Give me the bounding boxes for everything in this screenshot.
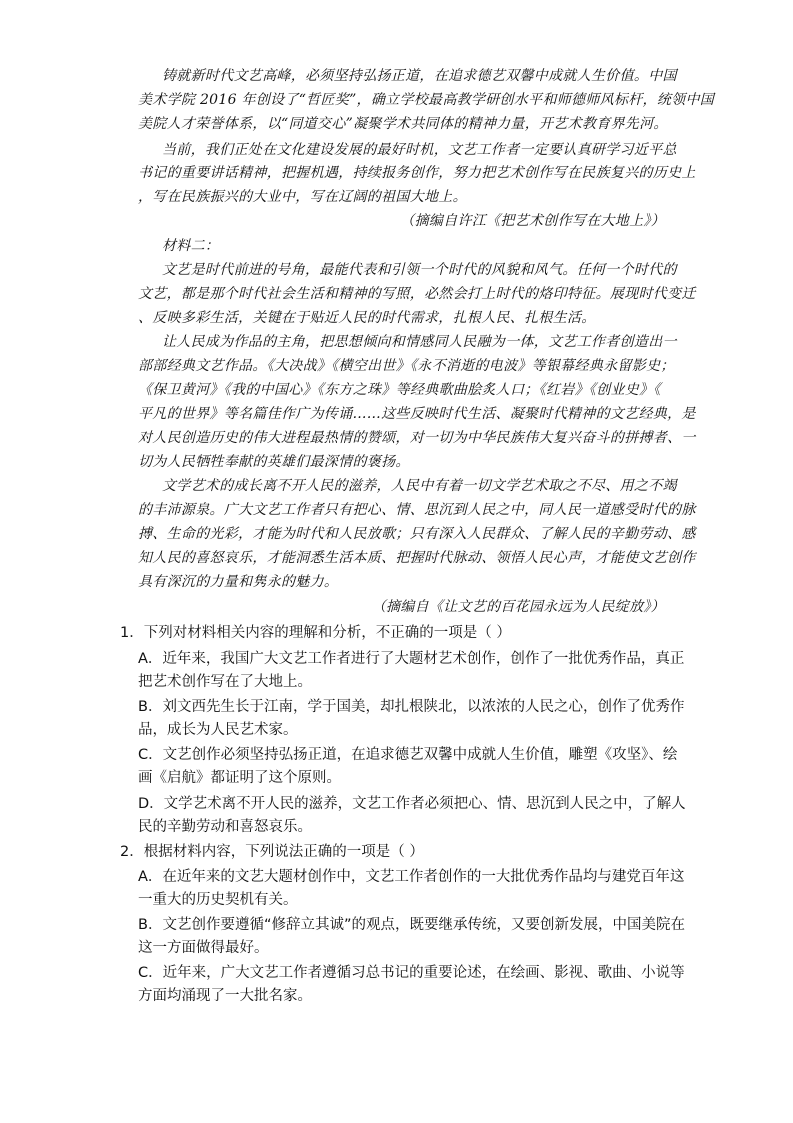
text-line: ，写在民族振兴的大业中，写在辽阔的祖国大地上。 <box>138 189 467 205</box>
option-text: C．文艺创作必须坚持弘扬正道，在追求德艺双馨中成就人生价值，雕塑《攻坚》、绘 <box>138 747 678 763</box>
text-line: 切为人民牺牲奉献的英雄们最深情的褒扬。 <box>138 454 410 470</box>
option-text: B．文艺创作要遵循“修辞立其诚”的观点，既要继承传统，又要创新发展，中国美院在 <box>138 917 685 933</box>
text-line: 部部经典文艺作品。《大决战》《横空出世》《永不消逝的电波》等银幕经典永留影史； <box>138 358 675 374</box>
source-citation: （摘编自许江《把艺术创作写在大地上》） <box>400 213 665 229</box>
option-text: 民的辛勤劳动和喜怒哀乐。 <box>138 819 312 835</box>
text-line: 《保卫黄河》《我的中国心》《东方之珠》等经典歌曲脍炙人口；《红岩》《创业史》《 <box>138 382 661 398</box>
text-line: 美院人才荣誉体系，以“同道交心”凝聚学术共同体的精神力量，开艺术教育界先河。 <box>138 116 668 132</box>
option-text: 品，成长为人民艺术家。 <box>138 722 298 738</box>
text-line: 让人民成为作品的主角，把思想倾向和情感同人民融为一体，文艺工作者创造出一 <box>162 334 677 350</box>
text-line: 、反映多彩生活，关键在于贴近人民的时代需求，扎根人民、扎根生活。 <box>138 310 596 326</box>
text-line: 知人民的喜怒哀乐，才能洞悉生活本质、把握时代脉动、领悟人民心声，才能使文艺创作 <box>138 550 696 566</box>
option-text: A．在近年来的文艺大题材创作中，文艺工作者创作的一大批优秀作品均与建党百年这 <box>138 869 685 885</box>
option-text: 这一方面做得最好。 <box>138 940 269 956</box>
text-line: 文艺是时代前进的号角，最能代表和引领一个时代的风貌和风气。任何一个时代的 <box>162 262 677 278</box>
text-line: 当前，我们正处在文化建设发展的最好时机，文艺工作者一定要认真研学习近平总 <box>162 142 677 158</box>
option-text: 一重大的历史契机有关。 <box>138 892 298 908</box>
text-line: 的丰沛源泉。广大文艺工作者只有把心、情、思沉到人民之中，同人民一道感受时代的脉 <box>138 502 696 518</box>
text-line: 文学艺术的成长离不开人民的滋养，人民中有着一切文学艺术取之不尽、用之不竭 <box>162 478 677 494</box>
question-stem: 2．根据材料内容，下列说法正确的一项是（ ） <box>120 844 424 860</box>
text-line: 平凡的世界》等名篇佳作广为传诵……这些反映时代生活、凝聚时代精神的文艺经典，是 <box>138 406 696 422</box>
text-line: 美术学院 2016 年创设了“哲匠奖”，确立学校最高教学研创水平和师德师风标杆，统领中国 <box>138 92 715 108</box>
question-stem: 1．下列对材料相关内容的理解和分析，不正确的一项是（ ） <box>120 625 511 641</box>
text-line: 书记的重要讲话精神，把握机遇，持续报务创作，努力把艺术创作写在民族复兴的历史上 <box>138 165 696 181</box>
text-line: 搏、生命的光彩，才能为时代和人民放歌；只有深入人民群众、了解人民的辛勤劳动、感 <box>138 526 696 542</box>
source-citation: （摘编自《让文艺的百花园永远为人民绽放》） <box>371 599 665 615</box>
text-line: 对人民创造历史的伟大进程最热情的赞颂，对一切为中华民族伟大复兴奋斗的拼搏者、一 <box>138 430 696 446</box>
option-text: 把艺术创作写在了大地上。 <box>138 674 312 690</box>
option-text: A．近年来，我国广大文艺工作者进行了大题材艺术创作，创作了一批优秀作品，真正 <box>138 651 685 667</box>
option-text: 方面均涌现了一大批名家。 <box>138 988 312 1004</box>
material-heading: 材料二： <box>162 238 220 254</box>
text-line: 铸就新时代文艺高峰，必须坚持弘扬正道，在追求德艺双馨中成就人生价值。中国 <box>162 68 677 84</box>
text-line: 文艺，都是那个时代社会生活和精神的写照，必然会打上时代的烙印特征。展现时代变迁 <box>138 286 696 302</box>
option-text: D．文学艺术离不开人民的滋养，文艺工作者必须把心、情、思沉到人民之中，了解人 <box>138 796 686 812</box>
option-text: C．近年来，广大文艺工作者遵循习总书记的重要论述，在绘画、影视、歌曲、小说等 <box>138 965 685 981</box>
option-text: 画《启航》都证明了这个原则。 <box>138 770 341 786</box>
text-line: 具有深沉的力量和隽永的魅力。 <box>138 574 339 590</box>
option-text: B．刘文西先生长于江南，学于国美，却扎根陕北，以浓浓的人民之心，创作了优秀作 <box>138 699 685 715</box>
